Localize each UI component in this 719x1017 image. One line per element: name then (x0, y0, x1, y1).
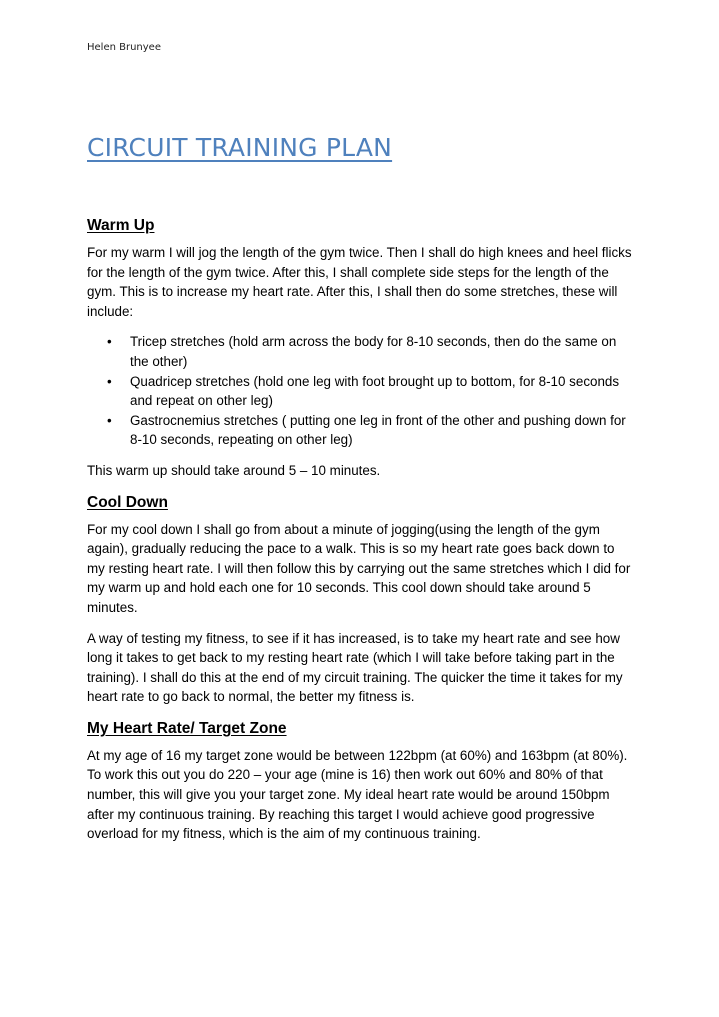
warm-up-intro: For my warm I will jog the length of the gym twice. Then I shall do high knees and heel flicks for the length of the gym twice. After this, I shall complete side steps for the length of the gym. This is to increase my heart rate. After this, I shall then do some stretches, these will include: (87, 245, 632, 319)
list-item (87, 332, 635, 371)
header-author: Helen Brunyee (87, 42, 161, 53)
bullet-icon: • (107, 373, 112, 389)
list-item-text: Quadricep stretches (hold one leg with foot brought up to bottom, for 8-10 seconds and repeat on other leg) (130, 373, 620, 409)
cool-down-paragraph-2: A way of testing my fitness, to see if it has increased, is to take my heart rate and see how long it takes to get back to my resting heart rate (which I will take before taking part in the training). I shall do this at the end of my circuit training. The quicker the time it takes for my heart rate to go back to normal, the better my fitness is. (87, 630, 623, 705)
list-item (87, 411, 635, 450)
warm-up-stretch-list (87, 332, 635, 450)
document-title: CIRCUIT TRAINING PLAN (87, 133, 393, 162)
section-heart-rate (87, 719, 635, 844)
document-body (87, 216, 635, 844)
cool-down-paragraph-1: For my cool down I shall go from about a minute of jogging(using the length of the gym again), gradually reducing the pace to a walk. This is so my heart rate goes back down to my resting heart rate. I will then follow this by carrying out the same stretches which I did for my warm up and hold each one for 10 seconds. This cool down should take around 5 minutes. (87, 521, 631, 615)
bullet-icon: • (107, 334, 112, 350)
section-heading-cool-down: Cool Down (87, 493, 168, 511)
list-item-text: Gastrocnemius stretches ( putting one leg in front of the other and pushing down for 8-10 seconds, repeating on other leg) (130, 412, 626, 448)
list-item-text: Tricep stretches (hold arm across the body for 8-10 seconds, then do the same on the other) (130, 334, 617, 369)
warm-up-closing: This warm up should take around 5 – 10 minutes. (87, 462, 381, 478)
list-item (87, 372, 635, 411)
section-cool-down (87, 493, 635, 707)
section-heading-warm-up: Warm Up (87, 217, 155, 234)
bullet-icon: • (107, 412, 112, 428)
section-warm-up (87, 216, 635, 481)
heart-rate-paragraph: At my age of 16 my target zone would be between 122bpm (at 60%) and 163bpm (at 80%). To work this out you do 220 – your age (mine is 16) then work out 60% and 80% of that number, this will give you your target zone. My ideal heart rate would be around 150bpm after my continuous training. By reaching this target I would achieve good progressive overload for my fitness, which is the aim of my continuous training. (87, 747, 628, 842)
section-heading-heart-rate: My Heart Rate/ Target Zone (87, 719, 287, 737)
